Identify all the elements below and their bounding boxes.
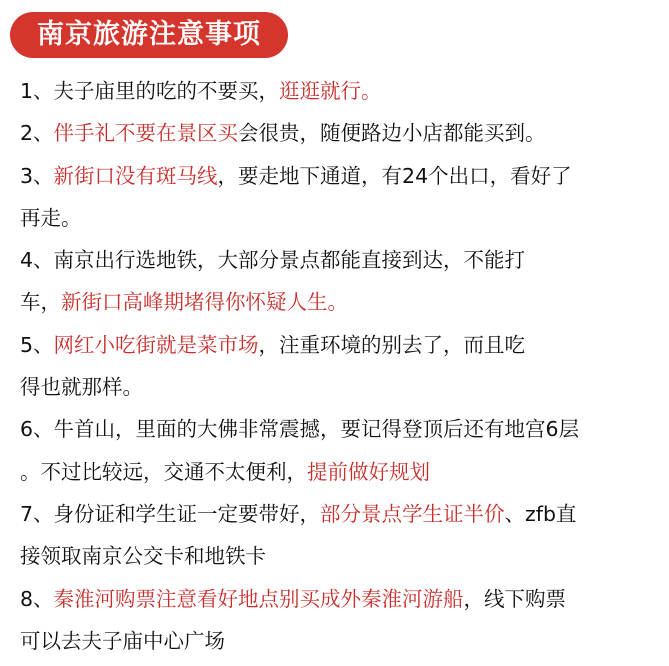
- tip-2-highlight: 伴手礼不要在景区买: [53, 121, 239, 146]
- tip-2-number: 2、: [20, 121, 54, 146]
- tip-4-text-cont: 车，: [20, 290, 61, 315]
- tip-3-highlight: 新街口没有斑马线: [53, 163, 218, 188]
- tip-5-text-cont: 得也就那样。: [20, 375, 143, 400]
- tip-4-highlight: 新街口高峰期堵得你怀疑人生。: [61, 290, 348, 315]
- tip-7-line-2: [20, 535, 660, 577]
- tip-7-text-end: 、zfb直: [504, 501, 577, 526]
- tip-6-line-1: [20, 408, 660, 450]
- tip-4-line-2: [20, 281, 660, 323]
- tip-3-text-cont: 再走。: [20, 205, 82, 230]
- page-title: 南京旅游注意事项: [10, 12, 288, 58]
- tip-7-line-1: [20, 493, 660, 535]
- tips-list: [20, 70, 660, 662]
- tip-5-number: 5、: [20, 332, 54, 357]
- tip-6-highlight: 提前做好规划: [307, 459, 430, 484]
- tip-8-line-2: [20, 620, 660, 662]
- tip-8-text: ，线下购票: [463, 586, 567, 611]
- tip-5-line-1: [20, 324, 660, 366]
- tip-6-line-2: [20, 451, 660, 493]
- tip-2-line-1: [20, 112, 660, 154]
- tip-8-text-cont: 可以去夫子庙中心广场: [20, 628, 225, 653]
- tip-1-line-1: [20, 70, 660, 112]
- tip-3-number: 3、: [20, 163, 54, 188]
- tip-8-line-1: [20, 578, 660, 620]
- tip-1-highlight: 逛逛就行。: [279, 79, 382, 103]
- tip-5-highlight: 网红小吃街就是菜市场: [53, 332, 259, 357]
- tip-4-line-1: [20, 239, 660, 281]
- tip-3-text: ，要走地下通道，有24个出口，看好了: [217, 163, 572, 188]
- tip-2-text: 会很贵，随便路边小店都能买到。: [238, 121, 546, 146]
- tip-4-text: 4、南京出行选地铁，大部分景点都能直接到达，不能打: [20, 248, 526, 273]
- tip-8-highlight: 秦淮河购票注意看好地点别买成外秦淮河游船: [53, 586, 464, 611]
- tip-5-line-2: [20, 366, 660, 408]
- tip-8-number: 8、: [20, 586, 54, 611]
- tip-3-line-2: [20, 197, 660, 239]
- tip-7-text: 7、身份证和学生证一定要带好，: [20, 501, 321, 526]
- tip-7-text-cont: 接领取南京公交卡和地铁卡: [20, 544, 266, 569]
- tip-5-text: ，注重环境的别去了，而且吃: [258, 332, 526, 357]
- tip-6-text-cont: 。不过比较远，交通不太便利，: [20, 459, 307, 484]
- tip-6-text: 6、牛首山，里面的大佛非常震撼，要记得登顶后还有地宫6层: [20, 417, 580, 442]
- tip-3-line-1: [20, 155, 660, 197]
- tip-7-highlight: 部分景点学生证半价: [320, 501, 505, 526]
- tip-1-text: 1、夫子庙里的吃的不要买，: [20, 79, 280, 103]
